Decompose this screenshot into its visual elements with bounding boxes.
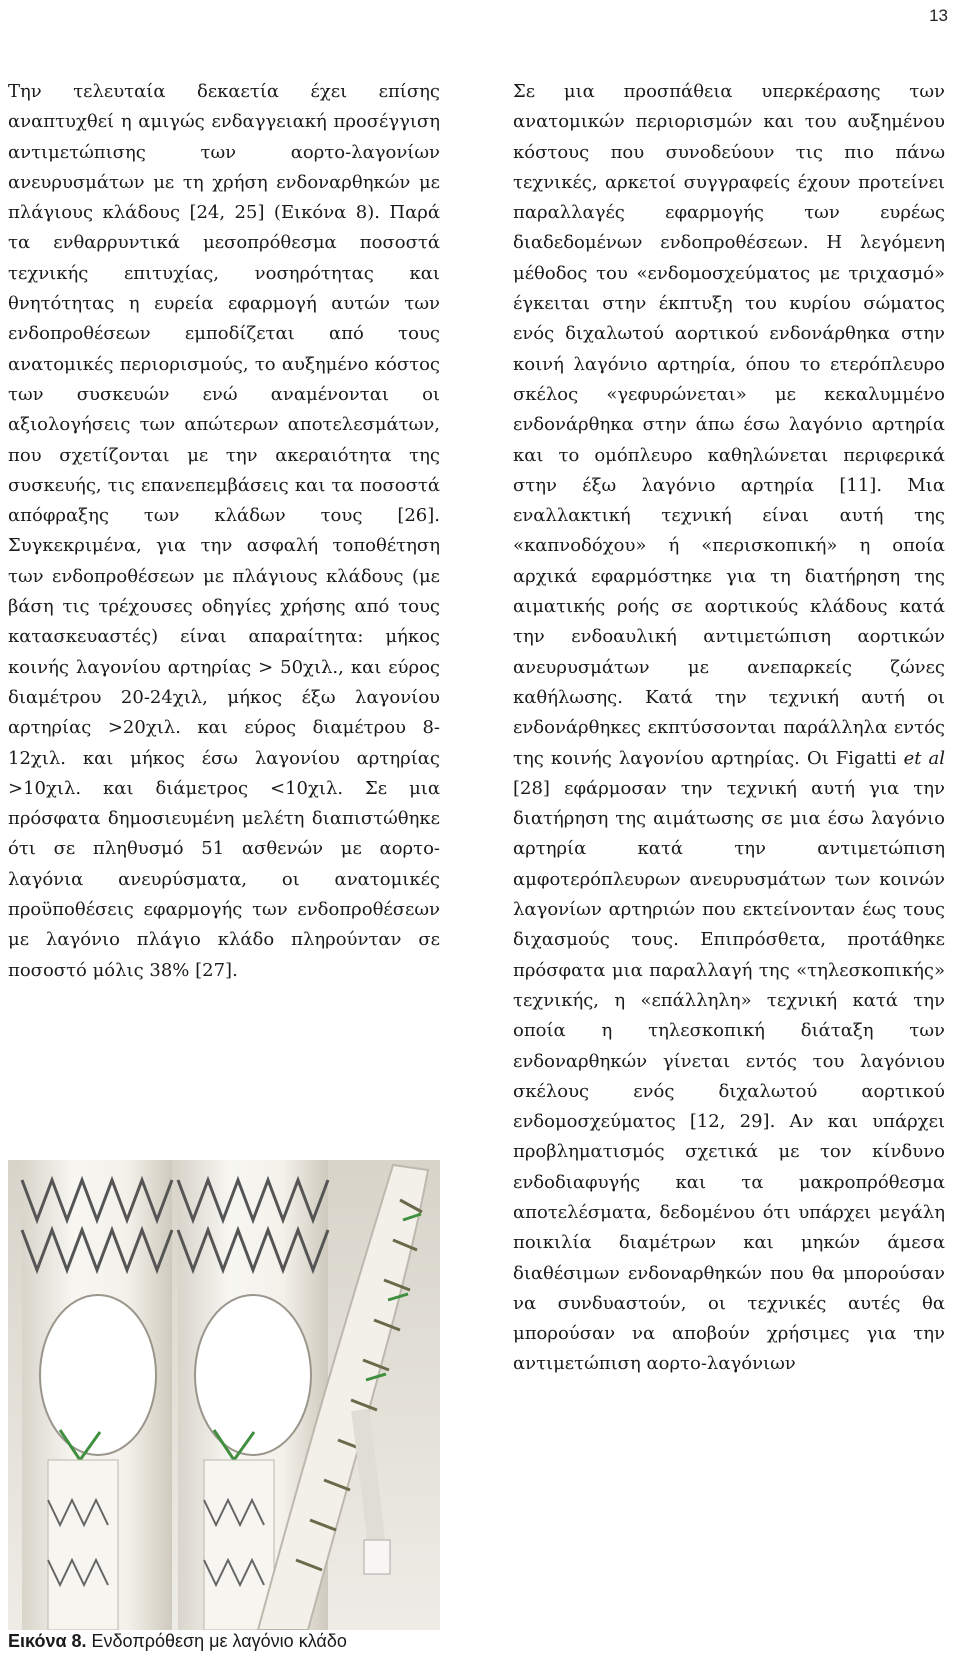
figure-caption-label: Εικόνα 8.	[8, 1631, 87, 1651]
stent-graft-illustration	[8, 1160, 440, 1630]
stent-graft-figure	[8, 1160, 440, 1630]
right-paragraph-part-2: [28] εφάρμοσαν την τεχνική αυτή για την διατήρηση της αιμάτωσης σε μια έσω λαγόνιο αρτηρία κατά την αντιμετώπιση αμφοτερόπλευρων ανευρυσμάτων των κοινών λαγονίων αρτηριών που εκτείνονταν έως τους διχασμούς τους. Επιπρόσθετα, προτάθηκε πρόσφατα μια παραλλαγή της «τηλεσκοπικής» τεχνικής, η «επάλληλη» τεχνική κατά την οποία η τηλεσκοπική διάταξη των ενδοναρθηκών γίνεται εντός του λαγόνιου σκέλους ενός διχαλωτού αορτικού ενδομοσχεύματος [12, 29]. Αν και υπάρχει προβληματισμός σχετικά με τον κίνδυνο ενδοδιαφυγής και τα μακροπρόθεσμα αποτελέσματα, δεδομένου ότι υπάρχει μεγάλη ποικιλία διαμέτρων και μηκών άμεσα διαθέσιμων ενδοναρθηκών που θα μπορούσαν να συνδυαστούν, οι τεχνικές αυτές θα μπορούσαν να αποβούν χρήσιμες για την αντιμετώπιση αορτο-λαγόνιων	[513, 777, 945, 1375]
et-al-italic: et al	[903, 747, 945, 769]
right-paragraph-part-1: Σε μια προσπάθεια υπερκέρασης των ανατομικών περιορισμών και του αυξημένου κόστους που συνοδεύουν τις πιο πάνω τεχνικές, αρκετοί συγγραφείς έχουν προτείνει παραλλαγές εφαρμογής των ευρέως διαδεδομένων ενδοπροθέσεων. Η λεγόμενη μέθοδος του «ενδομοσχεύματος με τριχασμό» έγκειται στην έκπτυξη του κυρίου σώματος ενός διχαλωτού αορτικού ενδονάρθηκα στην κοινή λαγόνιο αρτηρία, όπου το ετερόπλευρο σκέλος «γεφυρώνεται» με κεκαλυμμένο ενδονάρθηκα στην άπω έσω λαγόνιο αρτηρία και το ομόπλευρο καθηλώνεται περιφερικά στην έξω λαγόνιο αρτηρία [11]. Μια εναλλακτική τεχνική είναι αυτή της «καπνοδόχου» ή «περισκοπική» η οποία αρχικά εφαρμόστηκε για τη διατήρηση της αιματικής ροής σε αορτικούς κλάδους κατά την ενδοαυλική αντιμετώπιση αορτικών ανευρυσμάτων με ανεπαρκείς ζώνες καθήλωσης. Κατά την τεχνική αυτή οι ενδονάρθηκες εκπτύσσονται παράλληλα εντός της κοινής λαγονίου αρτηρίας. Οι Figatti	[513, 81, 945, 769]
figure-caption-text: Ενδοπρόθεση με λαγόνιο κλάδο	[86, 1631, 347, 1651]
stent-left	[22, 1160, 172, 1630]
page-number: 13	[929, 6, 948, 25]
right-column	[513, 77, 945, 1380]
right-paragraph	[513, 77, 945, 1380]
left-paragraph: Την τελευταία δεκαετία έχει επίσης αναπτυχθεί η αμιγώς ενδαγγειακή προσέγγιση αντιμετώπισης των αορτο-λαγονίων ανευρυσμάτων με τη χρήση ενδοναρθηκών με πλάγιους κλάδους [24, 25] (Εικόνα 8). Παρά τα ενθαρρυντικά μεσοπρόθεσμα ποσοστά τεχνικής επιτυχίας, νοσηρότητας και θνητότητας η ευρεία εφαρμογή αυτών των ενδοπροθέσεων εμποδίζεται από τους ανατομικές περιορισμούς, το αυξημένο κόστος των συσκευών ενώ αναμένονται οι αξιολογήσεις των απώτερων αποτελεσμάτων, που σχετίζονται με την ακεραιότητα της συσκευής, τις επανεπεμβάσεις και τα ποσοστά απόφραξης των κλάδων τους [26]. Συγκεκριμένα, για την ασφαλή τοποθέτηση των ενδοπροθέσεων με πλάγιους κλάδους (με βάση τις τρέχουσες οδηγίες χρήσης από τους κατασκευαστές) είναι απαραίτητα: μήκος κοινής λαγονίου αρτηρίας > 50χιλ., και εύρος διαμέτρου 20-24χιλ, μήκος έξω λαγονίου αρτηρίας >20χιλ. και εύρος διαμέτρου 8-12χιλ. και μήκος έσω λαγονίου αρτηρίας >10χιλ. και διάμετρος <10χιλ. Σε μια πρόσφατα δημοσιευμένη μελέτη διαπιστώθηκε ότι σε πληθυσμό 51 ασθενών με αορτο-λαγόνια ανευρύσματα, οι ανατομικές προϋποθέσεις εφαρμογής των ενδοπροθέσεων με λαγόνιο πλάγιο κλάδο πληρούνταν σε ποσοστό μόλις 38% [27].	[8, 81, 440, 981]
figure-caption	[8, 1629, 488, 1653]
left-column	[8, 77, 440, 986]
